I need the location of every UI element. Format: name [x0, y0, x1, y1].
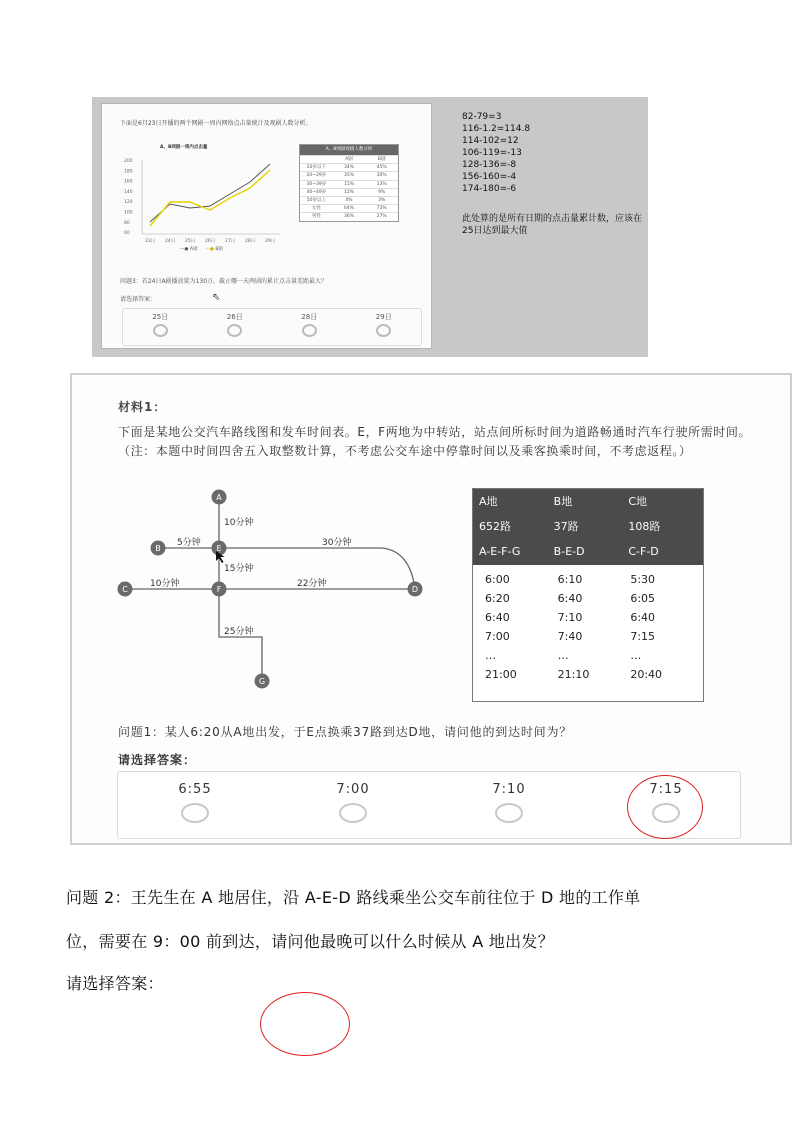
y-tick-label: 200 — [124, 159, 133, 164]
option-7-10[interactable]: 7:10 — [474, 782, 544, 823]
question-1: 问题1：某人6:20从A地出发，于E点换乘37路到达D地，请问他的到达时间为？ — [118, 725, 573, 739]
answer-highlight-circle — [627, 775, 703, 839]
option-7-00[interactable]: 7:00 — [318, 782, 388, 823]
x-tick-label: 28日 — [245, 239, 256, 244]
schedule-row: … … … — [485, 649, 642, 662]
table-row: 20岁以下 34% 45% — [300, 163, 398, 171]
x-tick-label: 25日 — [185, 239, 196, 244]
calc-line: 174-180=-6 — [462, 184, 517, 194]
option-28[interactable]: 28日 — [301, 312, 317, 337]
screenshot-panel-1 — [92, 97, 648, 357]
y-tick-label: 60 — [124, 231, 130, 237]
red-oval-mark — [260, 992, 350, 1056]
calculation-notes — [462, 111, 642, 237]
svg-text:F: F — [216, 585, 222, 594]
schedule-row: 6:40 7:10 6:40 — [485, 611, 656, 624]
material-title: 材料1： — [118, 400, 167, 414]
chart-title: A、B网剧一周内点击量 — [160, 145, 208, 150]
table-row: 40~49岁 12% 9% — [300, 188, 398, 196]
mini-line-chart — [120, 152, 285, 252]
calc-line: 156-160=-4 — [462, 172, 517, 182]
x-tick-label: 24日 — [165, 239, 176, 244]
x-tick-label: 26日 — [205, 239, 216, 244]
edge-label-cf: 10分钟 — [150, 579, 180, 589]
bus-route-map — [72, 475, 472, 705]
map-node-c — [118, 582, 133, 597]
legend-b: —● B剧 — [205, 247, 223, 252]
x-tick-label: 29日 — [265, 239, 276, 244]
radio-icon — [339, 803, 367, 823]
option-25[interactable]: 25日 — [152, 312, 168, 337]
radio-icon — [302, 324, 317, 337]
edge-label-ae: 10分钟 — [224, 518, 254, 528]
x-tick-label: 23日 — [145, 239, 156, 244]
y-tick-label: 80 — [124, 220, 130, 226]
y-tick-label: 180 — [124, 169, 133, 175]
calc-line: 116-1.2=114.8 — [462, 124, 531, 134]
legend-a: —● A剧 — [180, 247, 198, 252]
map-node-a — [212, 490, 227, 505]
schedule-routes: 652路 37路 108路 — [479, 520, 661, 533]
select-label-bottom: 请选择答案： — [66, 974, 164, 993]
y-tick-label: 100 — [124, 210, 133, 216]
cursor-icon: ⇖ — [212, 292, 221, 303]
schedule-row: 7:00 7:40 7:15 — [485, 630, 656, 643]
edge-label-fg: 25分钟 — [224, 627, 254, 637]
schedule-row: 6:00 6:10 5:30 — [485, 573, 656, 586]
svg-text:G: G — [258, 677, 266, 686]
chart-legend — [180, 246, 223, 252]
map-node-b — [151, 541, 166, 556]
screenshot-panel-2 — [70, 373, 792, 845]
question-2-line-1: 问题 2：王先生在 A 地居住，沿 A-E-D 路线乘坐公交车前往位于 D 地的工作单 — [66, 888, 641, 907]
table-row: 20~29岁 35% 30% — [300, 171, 398, 179]
option-29[interactable]: 29日 — [376, 312, 392, 337]
schedule-paths: A-E-F-G B-E-D C-F-D — [479, 545, 659, 558]
calc-line: 114-102=12 — [462, 136, 519, 146]
table-header: A剧 B剧 — [300, 155, 398, 163]
calc-line: 82-79=3 — [462, 112, 502, 122]
schedule-row: 6:20 6:40 6:05 — [485, 592, 656, 605]
table-row: 女性 64% 73% — [300, 204, 398, 212]
series-a-line — [150, 164, 270, 222]
radio-icon — [181, 803, 209, 823]
edge-label-ed: 30分钟 — [322, 538, 352, 548]
material-body: 下面是某地公交汽车路线图和发车时间表。E，F两地为中转站，站点间所标时间为道路畅通时汽车行驶所需时间。（注：本题中时间四舍五入取整数计算，不考虑公交车途中停靠时间以及乘客换乘时间，不考虑返程。） — [118, 425, 752, 458]
calc-comment: 此处算的是所有日期的点击量累计数，应该在25日达到最大值 — [462, 214, 643, 236]
option-7-15[interactable]: 7:15 — [631, 782, 701, 823]
question-3: 问题3：若24日A剧播放量为130万，截止哪一天两剧的累计点击量差距最大？ — [120, 278, 328, 285]
option-26[interactable]: 26日 — [227, 312, 243, 337]
radio-icon — [376, 324, 391, 337]
svg-text:C: C — [122, 585, 128, 594]
svg-text:D: D — [411, 585, 419, 594]
map-node-d — [408, 582, 423, 597]
table-row: 50岁以上 4% 3% — [300, 196, 398, 204]
calc-line: 128-136=-8 — [462, 160, 517, 170]
question-2-line-2: 位，需要在 9：00 前到达，请问他最晚可以什么时候从 A 地出发？ — [66, 932, 555, 951]
schedule-row: 21:00 21:10 20:40 — [485, 668, 663, 681]
schedule-header — [473, 489, 703, 565]
svg-text:A: A — [216, 493, 222, 502]
series-b-line — [150, 170, 270, 226]
schedule-places: A地 B地 C地 — [479, 495, 648, 508]
calc-line: 106-119=-13 — [462, 148, 522, 158]
table-row: 30~39岁 15% 13% — [300, 180, 398, 188]
edge-label-fd: 22分钟 — [297, 579, 327, 589]
edge-label-be: 5分钟 — [177, 538, 201, 548]
table-row: 男性 36% 27% — [300, 212, 398, 220]
radio-icon — [153, 324, 168, 337]
edge-label-ef: 15分钟 — [224, 564, 254, 574]
embedded-question-screenshot — [101, 103, 432, 349]
table-title: A、B网剧观剧人数分析 — [300, 145, 398, 155]
option-6-55[interactable]: 6:55 — [160, 782, 230, 823]
map-node-f — [212, 582, 227, 597]
radio-icon — [227, 324, 242, 337]
radio-icon — [495, 803, 523, 823]
options-box — [122, 308, 422, 346]
select-label: 请选择答案： — [118, 753, 197, 767]
map-node-g — [255, 674, 270, 689]
bus-schedule-table — [472, 488, 704, 702]
schedule-times — [473, 565, 703, 684]
select-label: 请选择答案： — [120, 296, 157, 303]
x-tick-label: 27日 — [225, 239, 236, 244]
y-tick-label: 160 — [124, 179, 133, 185]
intro-text: 下面是6月23日开播的两个网剧一周内网络点击量统计及观剧人数分析。 — [120, 120, 312, 127]
y-tick-label: 140 — [124, 189, 133, 195]
svg-text:B: B — [155, 544, 161, 553]
svg-text:E: E — [216, 544, 222, 553]
y-tick-label: 120 — [124, 200, 133, 206]
audience-table — [299, 144, 399, 222]
